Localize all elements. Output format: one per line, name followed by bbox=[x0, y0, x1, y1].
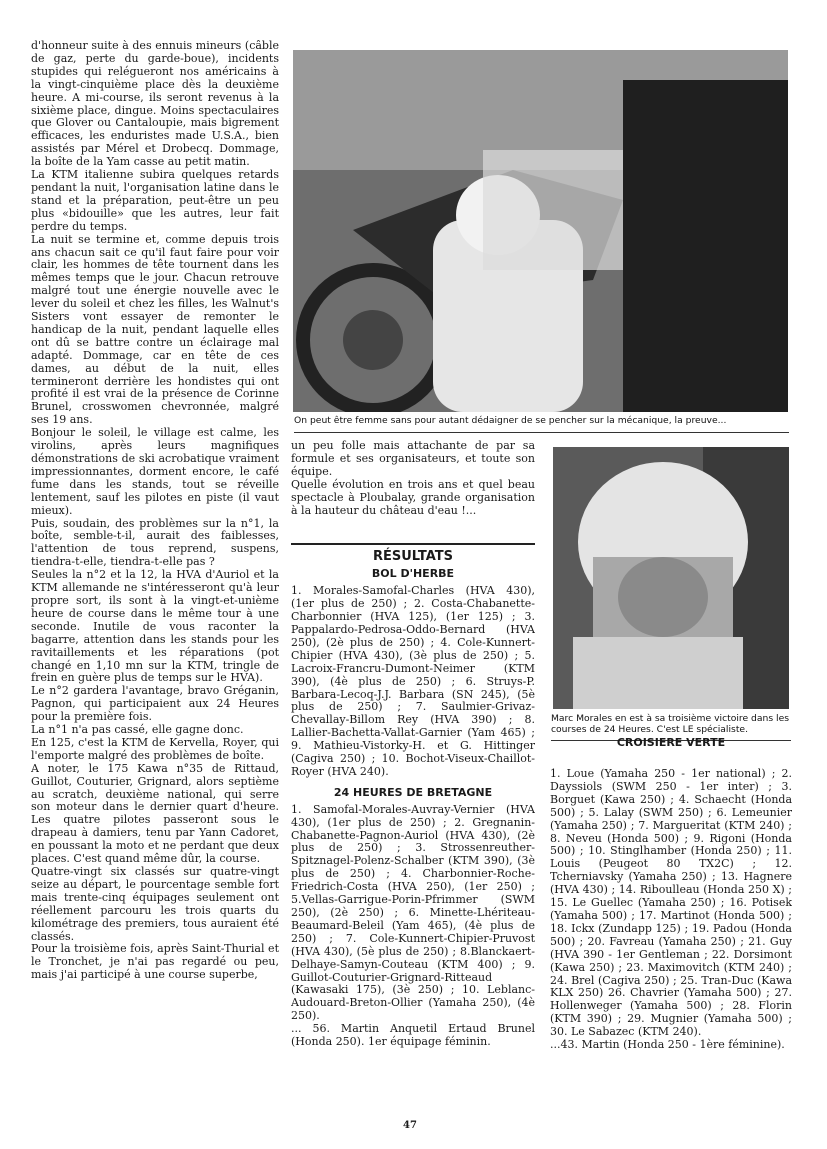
article-paragraph: Le n°2 gardera l'avantage, bravo Gréganin, Pagnon, qui participaient aux 24 Heures pour la première fois. bbox=[31, 684, 279, 724]
croisiere-verte-column bbox=[550, 768, 792, 1108]
bretagne-results-last: ... 56. Martin Anquetil Ertaud Brunel (Honda 250). 1er équipage féminin. bbox=[291, 1022, 535, 1049]
article-paragraph: En 125, c'est la KTM de Kervella, Royer, qui l'emporte malgré des problèmes de boîte. bbox=[31, 735, 279, 762]
article-paragraph: un peu folle mais attachante de par sa formule et ses organisateurs, et toute son équipe. bbox=[291, 440, 535, 478]
page-number: 47 bbox=[403, 1120, 417, 1131]
mechanic-photo bbox=[293, 50, 788, 412]
motorcycle-photo-image bbox=[293, 50, 788, 412]
article-left-column bbox=[31, 40, 279, 1090]
helmet-photo-image bbox=[553, 447, 789, 709]
article-paragraph: A noter, le 175 Kawa n°35 de Rittaud, Guillot, Couturier, Grignard, alors septième au scratch, deuxième national, qui serre son moteur dans le dernier quart d'heure. Les quatre pilotes passeront sous le drapeau à damiers, tenu par Yann Cadoret, en poussant la moto et ne perdant que deux places. C'est quand même dûr, la course. bbox=[31, 761, 279, 866]
results-title: RÉSULTATS bbox=[291, 543, 535, 564]
article-middle-column bbox=[291, 440, 535, 1080]
bretagne-title: 24 HEURES DE BRETAGNE bbox=[333, 785, 493, 799]
article-paragraph: Quatre-vingt six classés sur quatre-vingt seize au départ, le pourcentage semble fort mais trente-cinq équipages seulement ont réellement parcouru les trois quarts du kilométrage des premiers, tous auraient été classés. bbox=[31, 865, 279, 943]
bol-dherbe-results: 1. Morales-Samofal-Charles (HVA 430), (1er plus de 250) ; 2. Costa-Chabanette-Charbonnier (HVA 125), (1er 125) ; 3. Pappalardo-Pedrosa-Oddo-Bernard (HVA 250), (2è plus de 250) ; 4. Cole-Kunnert-Chipier (HVA 430), (3è plus de 250) ; 5. Lacroix-Francru-Dumont-Neimer (KTM 390), (4è plus de 250) ; 6. Struys-P. Barbara-Lecoq-J.J. Barbara (SN 245), (5è plus de 250) ; 7. Saulmier-Grivaz-Chevallay-Billom Rey (HVA 390) ; 8. Lallier-Bachetta-Vallat-Garnier (Yam 465) ; 9. Mathieu-Vistorky-H. et G. Hittinger (Cagiva 250) ; 10. Bochot-Viseux-Chaillot-Royer (HVA 240). bbox=[291, 584, 535, 778]
bretagne-results: 1. Samofal-Morales-Auvray-Vernier (HVA 430), (1er plus de 250) ; 2. Gregnanin-Chabanette-Pagnon-Auriol (HVA 430), (2è plus de 250) ; 3. Strossenreuther-Spitznagel-Polenz-Schalber (KTM 390), (3è plus de 250) ; 4. Charbonnier-Roche-Friedrich-Costa (HVA 250), (1er 250) ; 5.Vellas-Garrigue-Porin-Pfrimmer (SWM 250), (2è 250) ; 6. Minette-Lhériteau-Beaumard-Beleil (Yam 465), (4è plus de 250) ; 7. Cole-Kunnert-Chipier-Pruvost (HVA 430), (5è plus de 250) ; 8.Blanckaert-Delhaye-Samyn-Couteau (KTM 400) ; 9. Guillot-Couturier-Grignard-Ritteaud (Kawasaki 175), (3è 250) ; 10. Leblanc-Audouard-Breton-Ollier (Yamaha 250), (4è 250). bbox=[291, 802, 535, 1023]
article-paragraph: d'honneur suite à des ennuis mineurs (câble de gaz, perte du garde-boue), incidents stupides qui relégueront nos américains à la vingt-cinquième place dès la deuxième heure. A mi-course, ils seront revenus à la sixième place, dingue. Moins spectaculaires que Glover ou Cantaloupie, mais bigrement efficaces, les enduristes made U.S.A., bien assistés par Mérel et Drobecq. Dommage, la boîte de la Yam casse au petit matin. bbox=[31, 40, 279, 169]
article-paragraph: Seules la n°2 et la 12, la HVA d'Auriol et la KTM allemande ne s'intéresseront qu'à leur propre sort, ils sont à la vingt-et-unième heure de course dans le même tour à une seconde. Inutile de vous raconter la bagarre, attention dans les stands pour les ravitaillements et les réparations (pot changé en 1,10 mn sur la KTM, tringle de frein en guère plus de temps sur le HVA). bbox=[31, 568, 279, 685]
article-paragraph: Pour la troisième fois, après Saint-Thurial et le Tronchet, je n'ai pas regardé ou peu, mais j'ai participé à une course superbe, bbox=[31, 942, 279, 982]
photo-caption-top: On peut être femme sans pour autant dédaigner de se pencher sur la mécanique, la preuve... bbox=[294, 415, 789, 433]
article-paragraph: Puis, soudain, des problèmes sur la n°1, la boîte, semble-t-il, aurait des faiblesses, l'attention de tous reprend, suspens, tiendra-t-elle, tiendra-t-elle pas ? bbox=[31, 516, 279, 569]
article-paragraph: Bonjour le soleil, le village est calme, les virolins, après leurs magnifiques démonstrations de ski acrobatique vraiment impressionnantes, dorment encore, le café fume dans les stands, tout se réveille lentement, sauf les pilotes en piste (il vaut mieux). bbox=[31, 426, 279, 517]
rider-portrait-photo bbox=[553, 447, 789, 709]
croisiere-verte-title: CROISIERE VERTE bbox=[616, 736, 726, 749]
croisiere-verte-last: ...43. Martin (Honda 250 - 1ère féminine). bbox=[550, 1038, 785, 1052]
article-paragraph: La n°1 n'a pas cassé, elle gagne donc. bbox=[31, 723, 244, 737]
photo-caption-right: Marc Morales en est à sa troisième victoire dans les courses de 24 Heures. C'est LE spécialiste. bbox=[551, 713, 791, 741]
article-paragraph: Quelle évolution en trois ans et quel beau spectacle à Ploubalay, grande organisation à la hauteur du château d'eau !... bbox=[291, 477, 535, 517]
croisiere-verte-results: 1. Loue (Yamaha 250 - 1er national) ; 2. Dayssiols (SWM 250 - 1er inter) ; 3. Borguet (Kawa 250) ; 4. Schaecht (Honda 500) ; 5. Lalay (SWM 250) ; 6. Lemeunier (Yamaha 250) ; 7. Margueritat (KTM 240) ; 8. Neveu (Honda 500) ; 9. Rigoni (Honda 500) ; 10. Stinglhamber (Honda 250) ; 11. Louis (Peugeot 80 TX2C) ; 12. Tcherniavsky (Yamaha 250) ; 13. Hagnere (HVA 430) ; 14. Riboulleau (Honda 250 X) ; 15. Le Guellec (Yamaha 250) ; 16. Potisek (Yamaha 500) ; 17. Martinot (Honda 500) ; 18. Ickx (Zundapp 125) ; 19. Padou (Honda 500) ; 20. Favreau (Yamaha 250) ; 21. Guy (HVA 390 - 1er Gentleman ; 22. Dorsimont (Kawa 250) ; 23. Maximovitch (KTM 240) ; 24. Brel (Cagiva 250) ; 25. Tran-Duc (Kawa KLX 250) 26. Chavrier (Yamaha 500) ; 27. Hollenweger (Yamaha 500) ; 28. Florin (KTM 390) ; 29. Mugnier (Yamaha 500) ; 30. Le Sabazec (KTM 240). bbox=[550, 768, 792, 1039]
bol-dherbe-title: BOL D'HERBE bbox=[371, 567, 455, 581]
article-paragraph: La KTM italienne subira quelques retards pendant la nuit, l'organisation latine dans le stand et la préparation, peut-être un peu plus «bidouille» que les autres, leur fait perdre du temps. bbox=[31, 168, 279, 233]
article-paragraph: La nuit se termine et, comme depuis trois ans chacun sait ce qu'il faut faire pour voir clair, les hommes de tête tournent dans les mêmes temps que le jour. Chacun retrouve malgré tout une énergie nouvelle avec le lever du soleil et chez les filles, les Walnut's Sisters vont essayer de remonter le handicap de la nuit, pendant laquelle elles ont dû se battre contre un éclairage mal adapté. Dommage, car en tête de ces dames, au début de la nuit, elles termineront derrière les hondistes qui ont profité il est vrai de la présence de Corinne Brunel, crosswomen chevronnée, malgré ses 19 ans. bbox=[31, 232, 279, 427]
